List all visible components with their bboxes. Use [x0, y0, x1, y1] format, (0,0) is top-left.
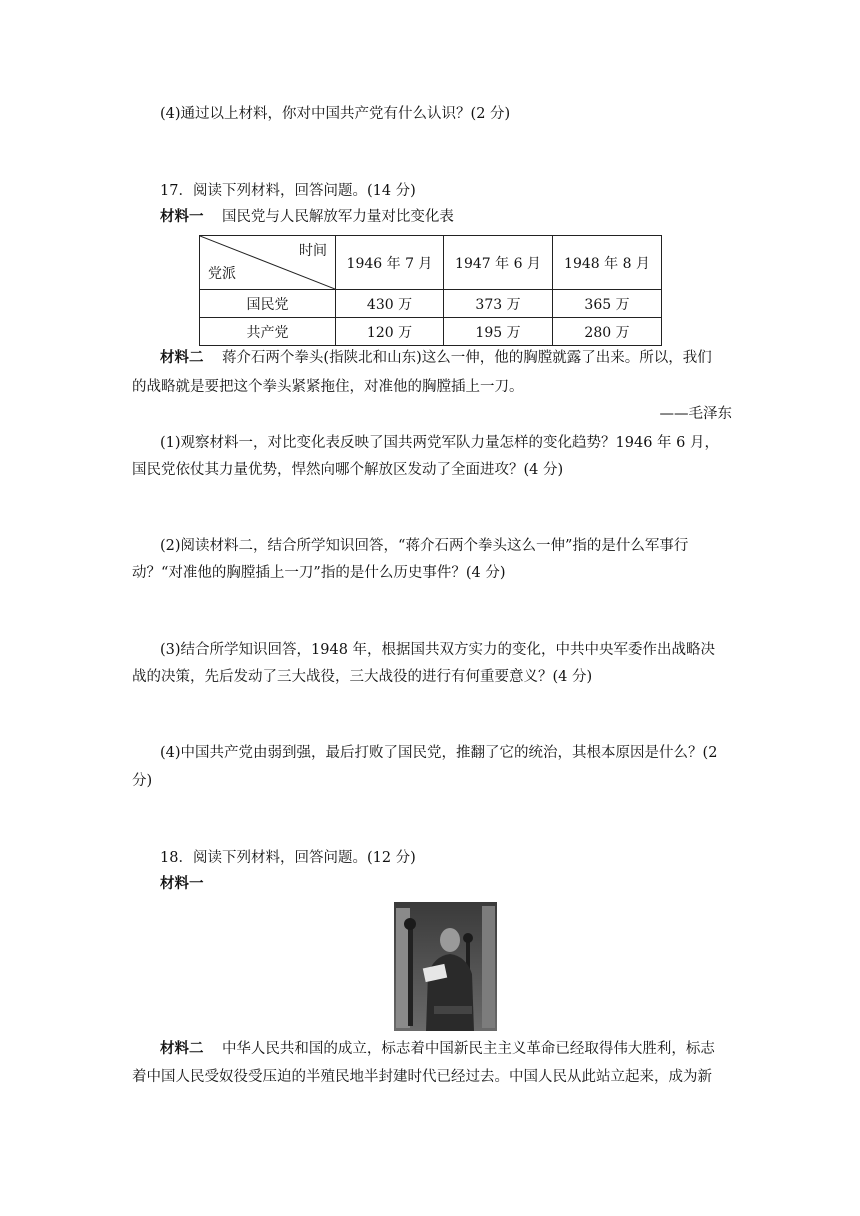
- column-header: 1948 年 8 月: [553, 236, 662, 290]
- q18-title: 18．阅读下列材料，回答问题。(12 分): [160, 850, 416, 866]
- q17-material2-line2: 的战略就是要把这个拳头紧紧拖住，对准他的胸膛插上一刀。: [132, 379, 524, 395]
- q17-material2-line1: [160, 348, 712, 368]
- historical-photo: [394, 902, 497, 1031]
- material-label: 材料一: [160, 209, 204, 225]
- material-label: 材料二: [160, 350, 204, 366]
- q17-part2-line1: (2)阅读材料二，结合所学知识回答，“蒋介石两个拳头这么一伸”指的是什么军事行: [160, 538, 689, 554]
- row-header-kmt: 国民党: [200, 290, 336, 318]
- q16-part4: (4)通过以上材料，你对中国共产党有什么认识？(2 分): [160, 106, 511, 122]
- header-party: 党派: [208, 266, 236, 282]
- q18-material2-line2: 着中国人民受奴役受压迫的半殖民地半封建时代已经过去。中国人民从此站立起来，成为新: [132, 1069, 712, 1085]
- table-row: [200, 290, 662, 318]
- q17-part4-line1: (4)中国共产党由弱到强，最后打败了国民党，推翻了它的统治，其根本原因是什么？(2: [160, 745, 718, 761]
- force-comparison-table: [199, 235, 662, 346]
- table-caption: 国民党与人民解放军力量对比变化表: [221, 209, 454, 225]
- material-label: 材料二: [160, 1041, 204, 1057]
- table-cell: 373 万: [444, 290, 553, 318]
- q17-part4-line2: 分): [132, 773, 153, 789]
- row-header-cpc: 共产党: [200, 318, 336, 346]
- q17-part1-line1: (1)观察材料一，对比变化表反映了国共两党军队力量怎样的变化趋势？1946 年 6 月，: [160, 435, 719, 451]
- q17-part2-line2: 动？“对准他的胸膛插上一刀”指的是什么历史事件？(4 分): [132, 565, 506, 581]
- material-text: 蒋介石两个拳头(指陕北和山东)这么一伸，他的胸膛就露了出来。所以，我们: [221, 350, 712, 366]
- table-cell: 195 万: [444, 318, 553, 346]
- q18-material2-line1: [160, 1039, 715, 1059]
- header-time: 时间: [299, 243, 327, 259]
- q17-part1-line2: 国民党依仗其力量优势，悍然向哪个解放区发动了全面进攻？(4 分): [132, 462, 564, 478]
- column-header: 1947 年 6 月: [444, 236, 553, 290]
- quote-source: ——毛泽东: [659, 406, 732, 422]
- q17-part3-line1: (3)结合所学知识回答，1948 年，根据国共双方实力的变化，中共中央军委作出战略决: [160, 642, 716, 658]
- table-cell: 365 万: [553, 290, 662, 318]
- table-cell: 280 万: [553, 318, 662, 346]
- table-cell: 430 万: [336, 290, 444, 318]
- material-text: 中华人民共和国的成立，标志着中国新民主主义革命已经取得伟大胜利，标志: [221, 1041, 715, 1057]
- q17-title: 17．阅读下列材料，回答问题。(14 分): [160, 183, 416, 199]
- column-header: 1946 年 7 月: [336, 236, 444, 290]
- q17-part3-line2: 战的决策，先后发动了三大战役，三大战役的进行有何重要意义？(4 分): [132, 669, 593, 685]
- q17-material1-line: [160, 207, 454, 227]
- material-label: 材料一: [160, 876, 204, 892]
- table-corner-cell: [200, 236, 336, 290]
- table-cell: 120 万: [336, 318, 444, 346]
- table-row: [200, 318, 662, 346]
